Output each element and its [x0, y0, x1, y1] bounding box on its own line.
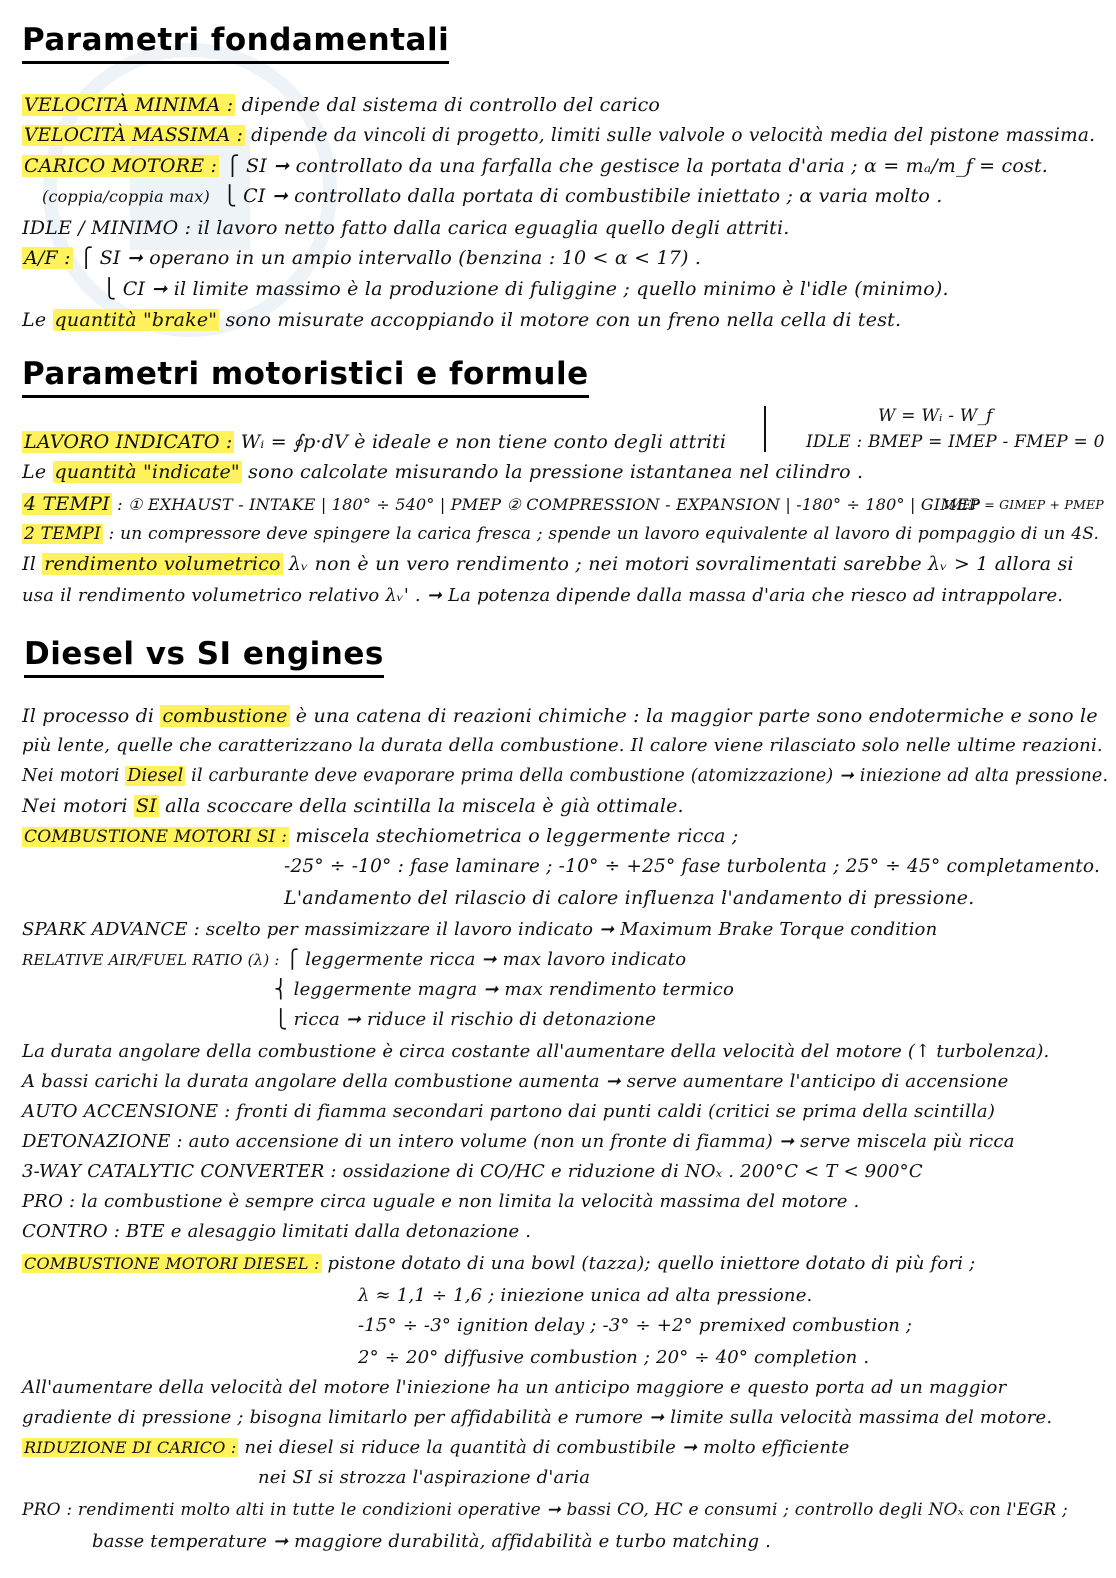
- line-pro-si: PRO : la combustione è sempre circa uguale e non limita la velocità massima del motore .: [22, 1191, 860, 1212]
- line-durata-angolare: La durata angolare della combustione è circa costante all'aumentare della velocità del motore (↑ turbolenza).: [22, 1041, 1050, 1062]
- line-idle-minimo: IDLE / MINIMO : il lavoro netto fatto dalla carica eguaglia quello degli attriti.: [22, 217, 790, 239]
- line-rilascio-calore: L'andamento del rilascio di calore influenza l'andamento di pressione.: [284, 887, 975, 909]
- line-fasi-si: -25° ÷ -10° : fase laminare ; -10° ÷ +25° fase turbolenta ; 25° ÷ 45° completamento.: [284, 856, 1101, 877]
- line-af: A/F : ⎧ SI ➞ operano in un ampio intervallo (benzina : 10 < α < 17) .: [24, 247, 702, 269]
- line-relative-af-ratio: RELATIVE AIR/FUEL RATIO (λ) : ⎧ leggermente ricca ➞ max lavoro indicato: [22, 949, 687, 970]
- line-anticipo-iniezione: All'aumentare della velocità del motore l'iniezione ha un anticipo maggiore e questo porta ad un maggior: [22, 1377, 1007, 1398]
- line-processo-combustione: Il processo di combustione è una catena di reazioni chimiche : la maggior parte sono endotermiche e sono le: [22, 705, 1098, 727]
- imep-formula: IMEP = GIMEP + PMEP: [944, 497, 1104, 512]
- section-title-parametri-motoristici: Parametri motoristici e formule: [22, 356, 589, 392]
- work-formula: W = Wᵢ - W_f: [878, 406, 993, 426]
- line-carico-motore: CARICO MOTORE : ⎧ SI ➞ controllato da una farfalla che gestisce la portata d'aria ; α = mₐ/m_f = cost.: [24, 155, 1049, 177]
- line-catalytic-converter: 3-WAY CATALYTIC CONVERTER : ossidazione di CO/HC e riduzione di NOₓ . 200°C < T < 900°C: [22, 1161, 923, 1182]
- line-lambda-diesel: λ ≈ 1,1 ÷ 1,6 ; iniezione unica ad alta pressione.: [358, 1285, 813, 1306]
- line-motori-si: Nei motori SI alla scoccare della scintilla la miscela è già ottimale.: [22, 795, 684, 817]
- line-pro-diesel: PRO : rendimenti molto alti in tutte le condizioni operative ➞ bassi CO, HC e consumi ; controllo degli NOₓ con l'EGR ;: [22, 1500, 1068, 1520]
- line-rendimento-relativo: usa il rendimento volumetrico relativo λᵥ' . ➞ La potenza dipende dalla massa d'aria che riesco ad intrappolare.: [22, 585, 1064, 606]
- line-reazioni-lente: più lente, quelle che caratterizzano la durata della combustione. Il calore viene rilasciato solo nelle ultime reazioni.: [22, 735, 1103, 756]
- section-title-diesel-vs-si: Diesel vs SI engines: [24, 636, 384, 672]
- line-lavoro-indicato: LAVORO INDICATO : Wᵢ = ∮p·dV è ideale e non tiene conto degli attriti: [24, 431, 727, 453]
- line-quantita-brake: Le quantità "brake" sono misurate accoppiando il motore con un freno nella cella di test.: [22, 309, 902, 331]
- line-af-magra: ⎨ leggermente magra ➞ max rendimento termico: [274, 979, 734, 1000]
- line-velocita-massima: VELOCITÀ MASSIMA : dipende da vincoli di progetto, limiti sulle valvole o velocità media del pistone massima.: [24, 125, 1096, 146]
- vertical-divider: [764, 406, 766, 452]
- line-gradiente-pressione: gradiente di pressione ; bisogna limitarlo per affidabilità e rumore ➞ limite sulla velocità massima del motore.: [22, 1407, 1053, 1428]
- line-combustione-si: COMBUSTIONE MOTORI SI : miscela stechiometrica o leggermente ricca ;: [24, 825, 739, 847]
- line-4-tempi: 4 TEMPI : ① EXHAUST - INTAKE | 180° ÷ 540° | PMEP ② COMPRESSION - EXPANSION | -180° ÷ 180° | GIMEP: [24, 493, 980, 515]
- line-auto-accensione: AUTO ACCENSIONE : fronti di fiamma secondari partono dai punti caldi (critici se prima della scintilla): [22, 1101, 996, 1122]
- line-contro-si: CONTRO : BTE e alesaggio limitati dalla detonazione .: [22, 1221, 532, 1242]
- line-bassi-carichi: A bassi carichi la durata angolare della combustione aumenta ➞ serve aumentare l'anticipo di accensione: [22, 1071, 1009, 1092]
- line-riduzione-carico: RIDUZIONE DI CARICO : nei diesel si riduce la quantità di combustibile ➞ molto efficiente: [24, 1437, 850, 1458]
- line-detonazione: DETONAZIONE : auto accensione di un intero volume (non un fronte di fiamma) ➞ serve miscela più ricca: [22, 1131, 1015, 1152]
- line-rendimento-volumetrico: Il rendimento volumetrico λᵥ non è un vero rendimento ; nei motori sovralimentati sarebbe λᵥ > 1 allora si: [22, 553, 1074, 575]
- line-riduzione-si: nei SI si strozza l'aspirazione d'aria: [258, 1467, 591, 1488]
- line-combustione-diesel: COMBUSTIONE MOTORI DIESEL : pistone dotato di una bowl (tazza); quello iniettore dotato di più fori ;: [24, 1253, 976, 1274]
- section-title-parametri-fondamentali: Parametri fondamentali: [22, 22, 449, 58]
- line-quantita-indicate: Le quantità "indicate" sono calcolate misurando la pressione istantanea nel cilindro .: [22, 461, 864, 483]
- line-diffusive-combustion: 2° ÷ 20° diffusive combustion ; 20° ÷ 40° completion .: [358, 1347, 870, 1368]
- line-spark-advance: SPARK ADVANCE : scelto per massimizzare il lavoro indicato ➞ Maximum Brake Torque condition: [22, 919, 938, 940]
- line-2-tempi: 2 TEMPI : un compressore deve spingere la carica fresca ; spende un lavoro equivalente al lavoro di pompaggio di un 4S.: [24, 524, 1100, 544]
- line-af-ricca: ⎩ ricca ➞ riduce il rischio di detonazione: [274, 1009, 657, 1030]
- line-basse-temperature: basse temperature ➞ maggiore durabilità, affidabilità e turbo matching .: [92, 1531, 772, 1552]
- idle-bmep-formula: IDLE : BMEP = IMEP - FMEP = 0: [806, 432, 1105, 452]
- line-af-ci: ⎩ CI ➞ il limite massimo è la produzione di fuliggine ; quello minimo è l'idle (minimo).: [102, 278, 949, 300]
- line-motori-diesel: Nei motori Diesel il carburante deve evaporare prima della combustione (atomizzazione) ➞ iniezione ad alta pressione.: [22, 766, 1109, 786]
- line-velocita-minima: VELOCITÀ MINIMA : dipende dal sistema di controllo del carico: [24, 94, 661, 116]
- line-carico-motore-ci: (coppia/coppia max) ⎩ CI ➞ controllato dalla portata di combustibile iniettato ; α varia molto .: [42, 185, 943, 207]
- line-ignition-delay: -15° ÷ -3° ignition delay ; -3° ÷ +2° premixed combustion ;: [358, 1315, 913, 1336]
